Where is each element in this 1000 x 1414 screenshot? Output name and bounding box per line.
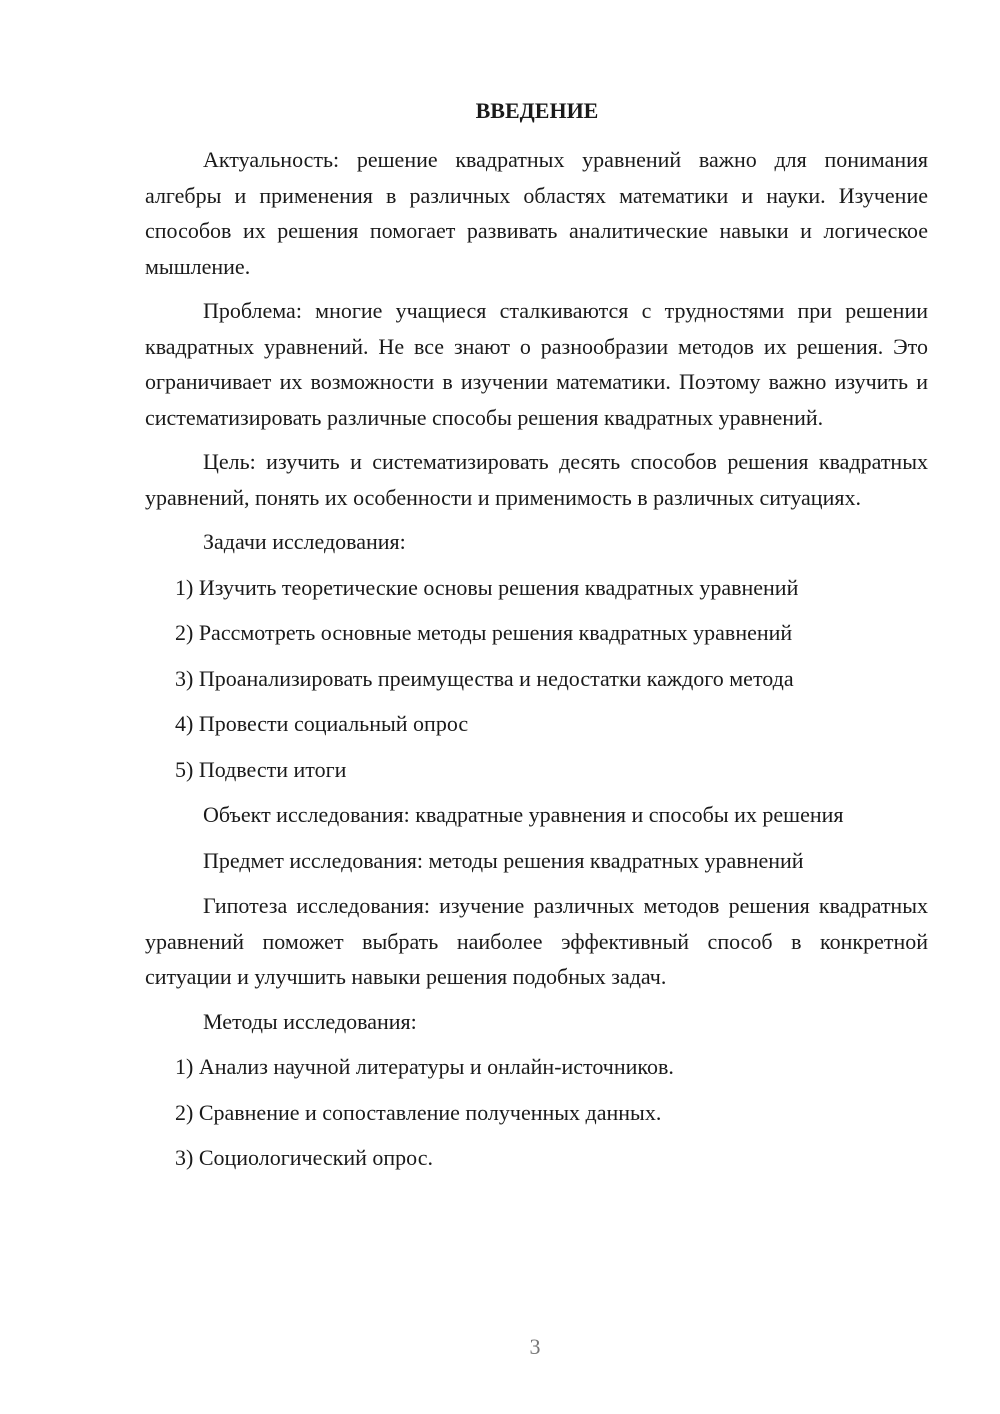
page-title: ВВЕДЕНИЕ (475, 98, 599, 123)
method-list-item: 1) Анализ научной литературы и онлайн-источников. (175, 1054, 674, 1079)
page-number: 3 (529, 1334, 541, 1359)
task-list-item: 5) Подвести итоги (175, 756, 347, 782)
task-list-item: 2) Рассмотреть основные методы решения квадратных уравнений (175, 620, 793, 645)
tasks-heading: Задачи исследования: (203, 529, 406, 554)
goal-paragraph: Цель: изучить и систематизировать десять способов решения квадратных уравнений, понять их особенности и применимость в различных ситуациях. (145, 449, 928, 510)
methods-heading: Методы исследования: (203, 1008, 417, 1034)
task-list-item: 4) Провести социальный опрос (175, 711, 469, 736)
method-list-item: 3) Социологический опрос. (175, 1145, 433, 1170)
task-list-item: 3) Проанализировать преимущества и недостатки каждого метода (175, 665, 794, 691)
research-object: Объект исследования: квадратные уравнения и способы их решения (203, 802, 844, 827)
method-list-item: 2) Сравнение и сопоставление полученных данных. (175, 1099, 662, 1125)
research-subject: Предмет исследования: методы решения квадратных уравнений (203, 847, 804, 873)
relevance-paragraph: Актуальность: решение квадратных уравнений важно для понимания алгебры и применения в различных областях математики и науки. Изучение способов их решения помогает развивать аналитические навыки и логическое мышление. (145, 147, 928, 279)
problem-paragraph: Проблема: многие учащиеся сталкиваются с трудностями при решении квадратных уравнений. Не все знают о разнообразии методов их решения. Это ограничивает их возможности в изучении математики. Поэтому важно изучить и систематизировать различные способы решения квадратных уравнений. (145, 298, 928, 430)
hypothesis-paragraph: Гипотеза исследования: изучение различных методов решения квадратных уравнений поможет выбрать наиболее эффективный способ в конкретной ситуации и улучшить навыки решения подобных задач. (145, 893, 928, 989)
document-body (145, 142, 928, 1186)
task-list-item: 1) Изучить теоретические основы решения квадратных уравнений (175, 574, 799, 600)
